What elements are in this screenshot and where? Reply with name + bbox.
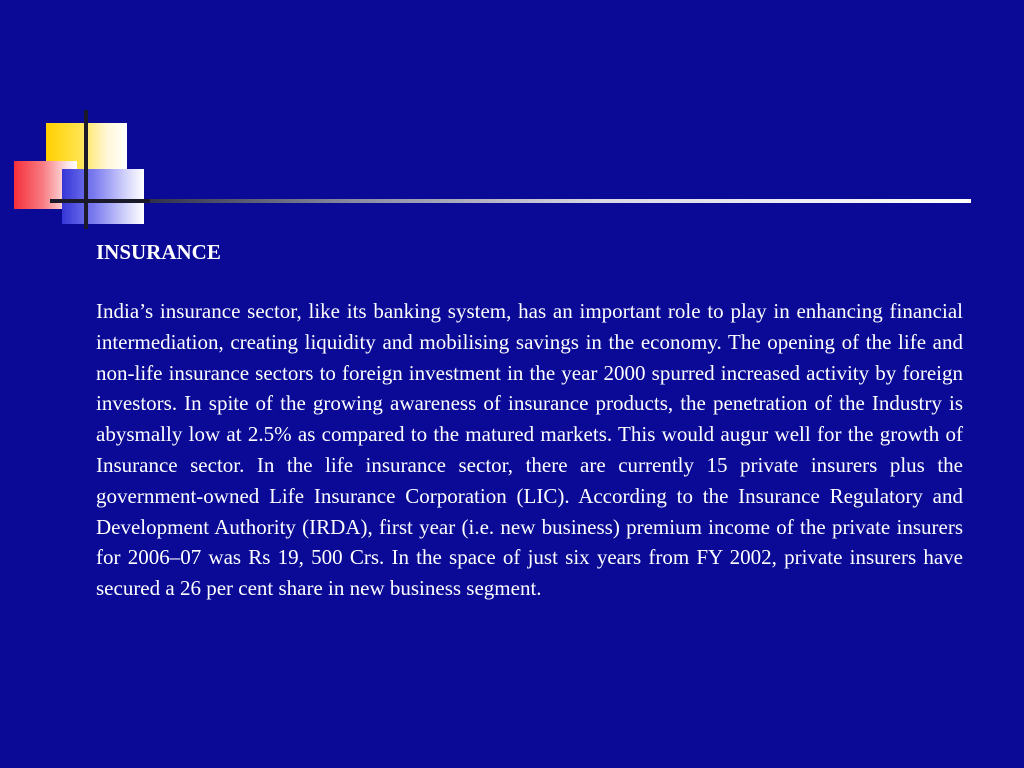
slide-title: INSURANCE — [96, 240, 221, 264]
title-divider-line — [150, 199, 971, 203]
decorative-horizontal-line-dark — [50, 199, 150, 203]
slide-body-text: India’s insurance sector, like its banking system, has an important role to play in enhancing financial intermediation, creating liquidity and mobilising savings in the economy. The opening of the life and non-life insurance sectors to foreign investment in the year 2000 spurred increased activity by foreign investors. In spite of the growing awareness of insurance products, the penetration of the Industry is abysmally low at 2.5% as compared to the matured markets. This would augur well for the growth of Insurance sector. In the life insurance sector, there are currently 15 private insurers plus the government-owned Life Insurance Corporation (LIC). According to the Insurance Regulatory and Development Authority (IRDA), first year (i.e. new business) premium income of the private insurers for 2006–07 was Rs 19, 500 Crs. In the space of just six years from FY 2002, private insurers have secured a 26 per cent share in new business segment. — [96, 299, 963, 601]
decorative-vertical-line — [84, 110, 88, 229]
decorative-blue-square — [62, 169, 144, 224]
slide-content — [96, 238, 963, 604]
